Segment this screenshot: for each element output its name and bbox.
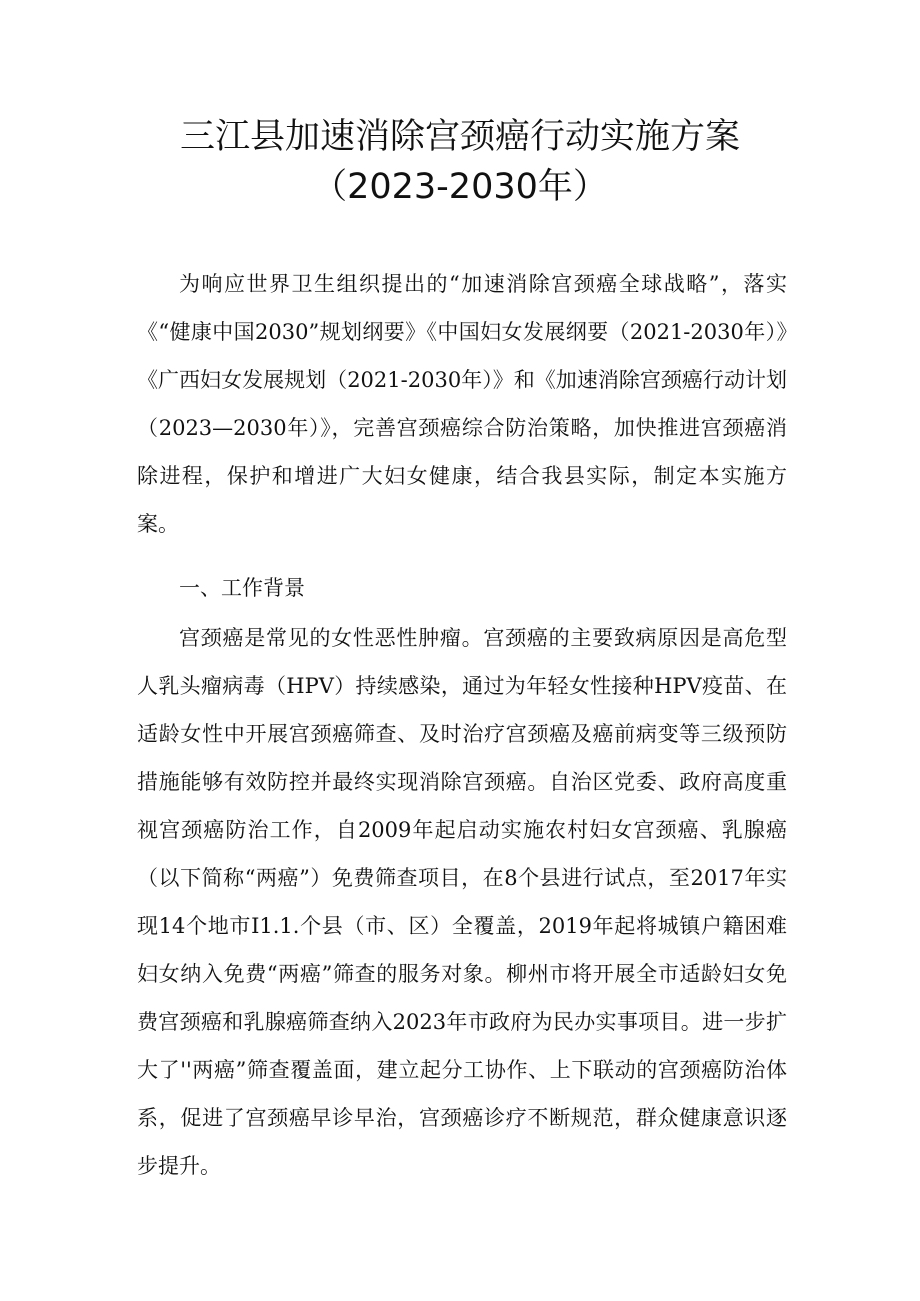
section-heading-background: 一、工作背景 [179,576,305,600]
intro-paragraph: 为响应世界卫生组织提出的“加速消除宫颈癌全球战略”，落实《“健康中国2030”规划纲要》《中国妇女发展纲要（2021-2030年）》《广西妇女发展规划（2021-2030年）》和《加速消除宫颈癌行动计划（2023—2030年）》，完善宫颈癌综合防治策略，加快推进宫颈癌消除进程，保护和增进广大妇女健康，结合我县实际，制定本实施方案。 [137,272,787,536]
background-paragraph: 宫颈癌是常见的女性恶性肿瘤。宫颈癌的主要致病原因是高危型人乳头瘤病毒（HPV）持续感染，通过为年轻女性接种HPV疫苗、在适龄女性中开展宫颈癌筛查、及时治疗宫颈癌及癌前病变等三级预防措施能够有效防控并最终实现消除宫颈癌。自治区党委、政府高度重视宫颈癌防治工作，自2009年起启动实施农村妇女宫颈癌、乳腺癌（以下简称“两癌”）免费筛查项目，在8个县进行试点，至2017年实现14个地市I1.1.个县（市、区）全覆盖，2019年起将城镇户籍困难妇女纳入免费“两癌”筛查的服务对象。柳州市将开展全市适龄妇女免费宫颈癌和乳腺癌筛查纳入2023年市政府为民办实事项目。进一步扩大了''两癌”筛查覆盖面，建立起分工协作、上下联动的宫颈癌防治体系，促进了宫颈癌早诊早治，宫颈癌诊疗不断规范，群众健康意识逐步提升。 [137,626,787,1178]
document-title: 三江县加速消除宫颈癌行动实施方案 [179,117,740,157]
document-subtitle-years: （2023-2030年） [312,167,608,207]
